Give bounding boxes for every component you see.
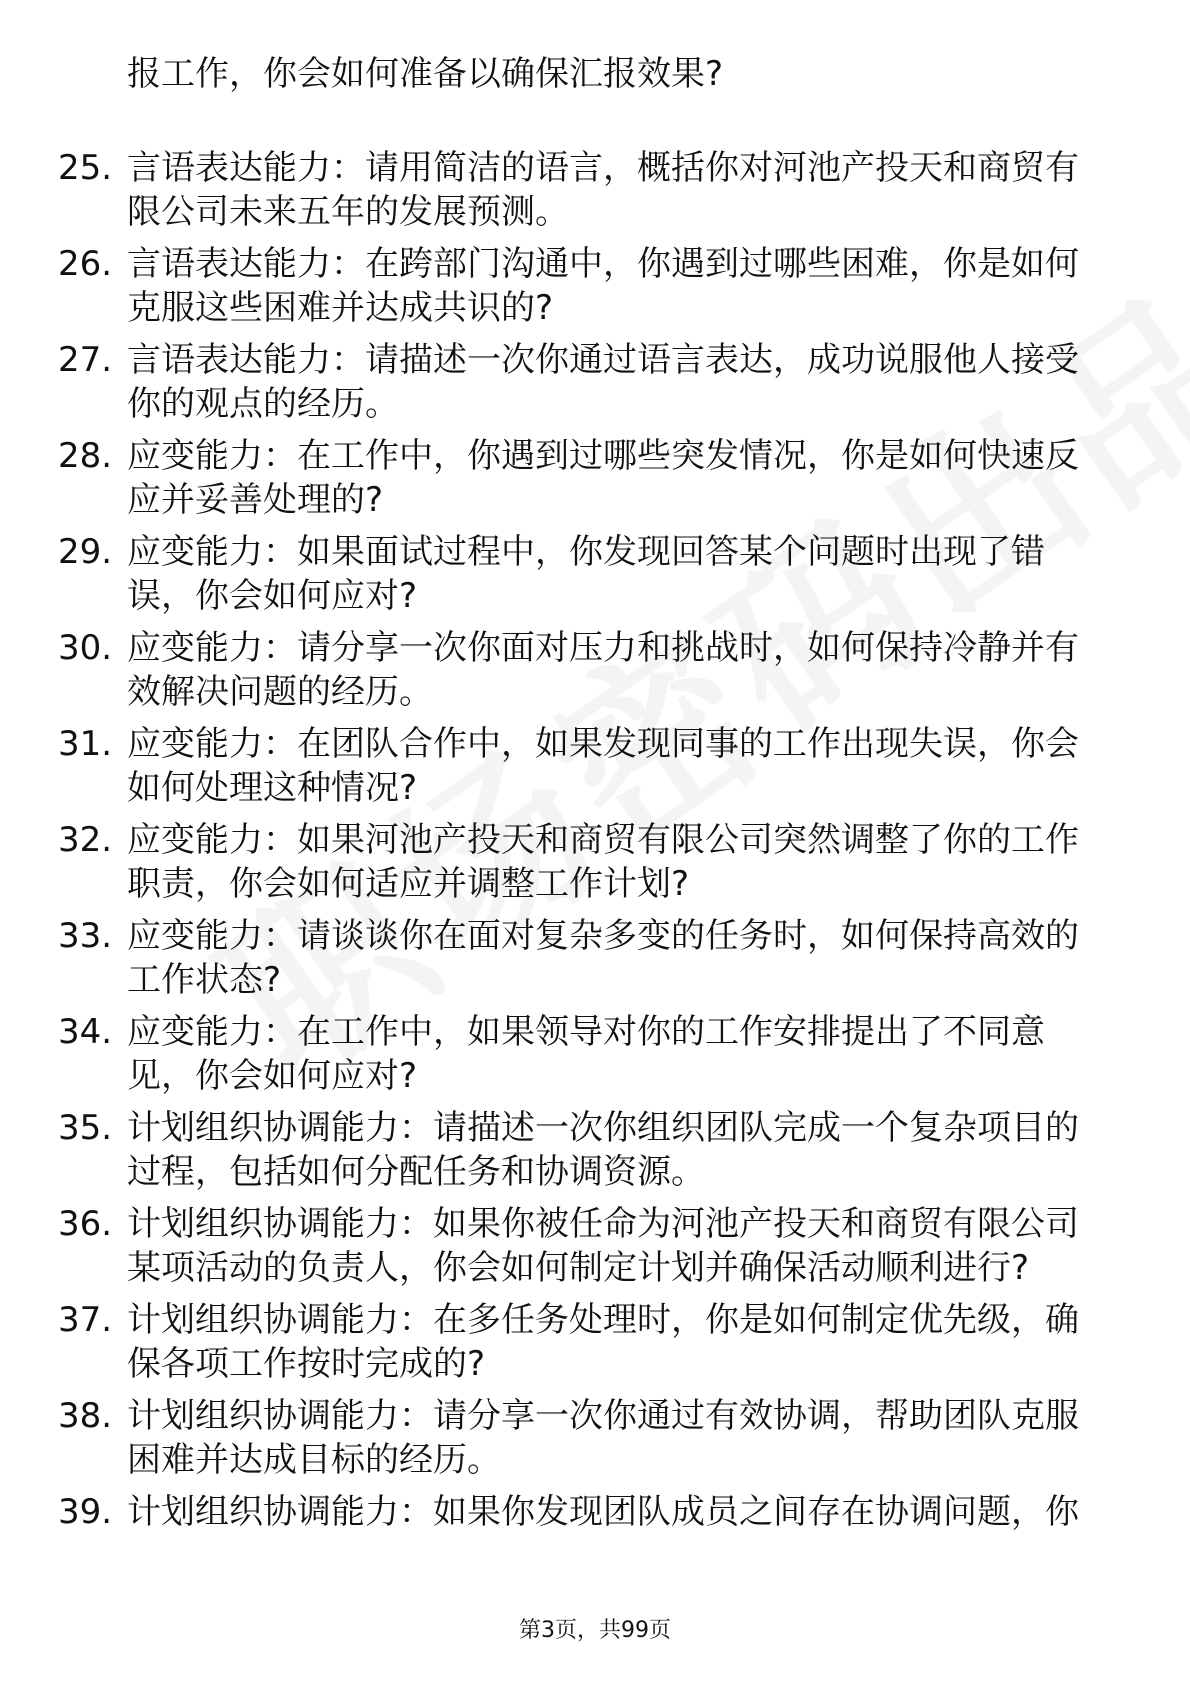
item-text: 应变能力：如果面试过程中，你发现回答某个问题时出现了错 误，你会如何应对? (127, 532, 1045, 616)
list-item (0, 1490, 1190, 1578)
list-item (0, 818, 1190, 906)
item-number: 31. (58, 724, 113, 764)
item-text: 应变能力：如果河池产投天和商贸有限公司突然调整了你的工作 职责，你会如何适应并调整工作计划? (127, 820, 1079, 904)
list-item (0, 914, 1190, 1002)
list-item (0, 1202, 1190, 1290)
continuation-line: 报工作，你会如何准备以确保汇报效果? (127, 54, 724, 94)
item-number: 35. (58, 1108, 113, 1148)
item-text: 应变能力：请分享一次你面对压力和挑战时，如何保持冷静并有 效解决问题的经历。 (127, 628, 1079, 712)
item-number: 32. (58, 820, 113, 860)
list-item (0, 722, 1190, 810)
item-number: 33. (58, 916, 113, 956)
list-item (0, 242, 1190, 330)
item-number: 28. (58, 436, 113, 476)
item-number: 34. (58, 1012, 113, 1052)
item-text: 计划组织协调能力：在多任务处理时，你是如何制定优先级，确 保各项工作按时完成的? (127, 1300, 1079, 1384)
list-item (0, 146, 1190, 234)
item-text: 言语表达能力：在跨部门沟通中，你遇到过哪些困难，你是如何 克服这些困难并达成共识的? (127, 244, 1079, 328)
list-item (0, 530, 1190, 618)
item-number: 39. (58, 1492, 113, 1532)
list-item (0, 1394, 1190, 1482)
item-text: 计划组织协调能力：如果你发现团队成员之间存在协调问题，你 (127, 1492, 1079, 1532)
item-number: 36. (58, 1204, 113, 1244)
item-number: 26. (58, 244, 113, 284)
item-number: 38. (58, 1396, 113, 1436)
item-number: 25. (58, 148, 113, 188)
item-number: 30. (58, 628, 113, 668)
item-text: 应变能力：在团队合作中，如果发现同事的工作出现失误，你会 如何处理这种情况? (127, 724, 1079, 808)
item-number: 37. (58, 1300, 113, 1340)
item-text: 言语表达能力：请描述一次你通过语言表达，成功说服他人接受 你的观点的经历。 (127, 340, 1079, 424)
item-text: 计划组织协调能力：请分享一次你通过有效协调，帮助团队克服 困难并达成目标的经历。 (127, 1396, 1079, 1480)
list-item (0, 1106, 1190, 1194)
item-text: 应变能力：在工作中，如果领导对你的工作安排提出了不同意 见，你会如何应对? (127, 1012, 1045, 1096)
item-text: 计划组织协调能力：请描述一次你组织团队完成一个复杂项目的 过程，包括如何分配任务和协调资源。 (127, 1108, 1079, 1192)
item-number: 29. (58, 532, 113, 572)
list-item (0, 1298, 1190, 1386)
item-text: 应变能力：在工作中，你遇到过哪些突发情况，你是如何快速反 应并妥善处理的? (127, 436, 1079, 520)
item-text: 计划组织协调能力：如果你被任命为河池产投天和商贸有限公司 某项活动的负责人，你会如何制定计划并确保活动顺利进行? (127, 1204, 1079, 1288)
list-item (0, 434, 1190, 522)
page-footer: 第3页，共99页 (519, 1618, 671, 1643)
item-text: 言语表达能力：请用简洁的语言，概括你对河池产投天和商贸有 限公司未来五年的发展预测。 (127, 148, 1079, 232)
list-item (0, 1010, 1190, 1098)
list-item (0, 626, 1190, 714)
list-item (0, 338, 1190, 426)
item-number: 27. (58, 340, 113, 380)
item-text: 应变能力：请谈谈你在面对复杂多变的任务时，如何保持高效的 工作状态? (127, 916, 1079, 1000)
